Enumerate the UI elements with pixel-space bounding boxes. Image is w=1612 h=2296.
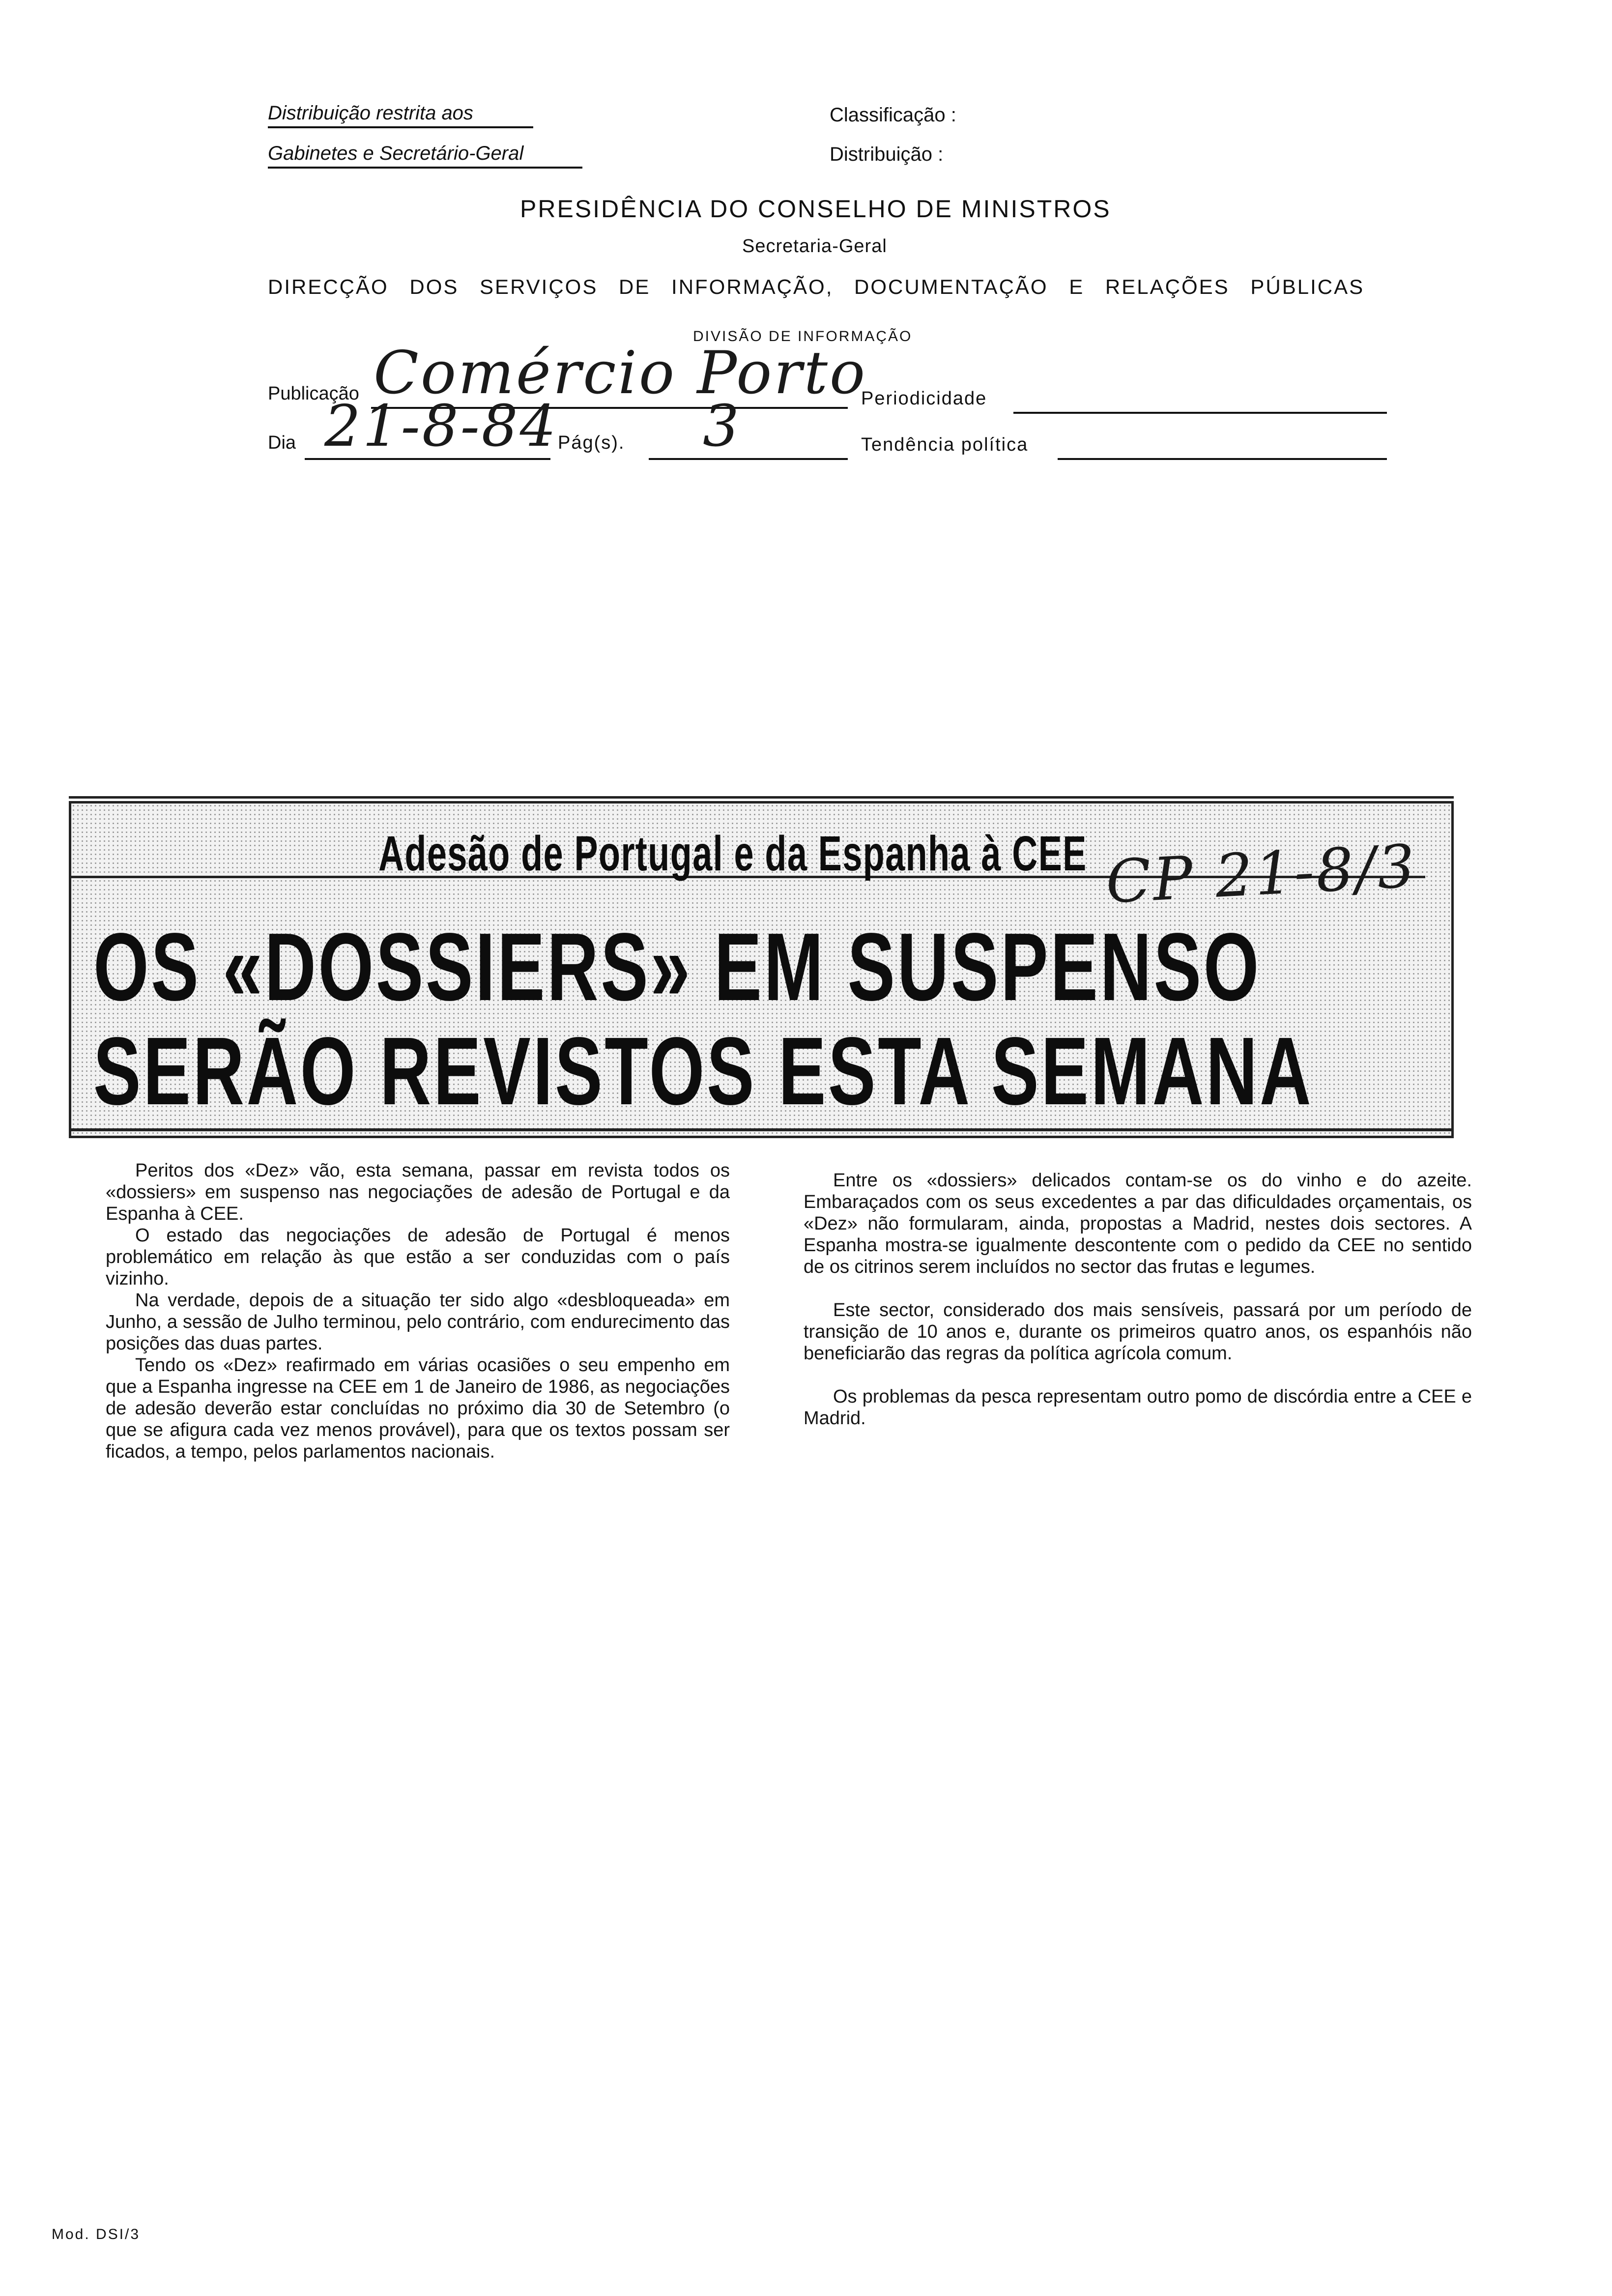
article-paragraph: Os problemas da pesca representam outro pomo de discórdia entre a CEE e Madrid. xyxy=(804,1386,1472,1429)
classification-label: Classificação : xyxy=(830,104,956,126)
publication-label: Publicação xyxy=(268,383,359,404)
publication-value: Comércio Porto xyxy=(374,339,867,407)
pages-value: 3 xyxy=(703,393,741,459)
tendency-label: Tendência política xyxy=(861,434,1029,455)
periodicity-underline xyxy=(1013,412,1387,414)
handwritten-margin-note: CP 21-8/3 xyxy=(1104,832,1419,917)
article-left-column xyxy=(106,1160,730,1463)
day-underline xyxy=(305,458,550,460)
restricted-distribution-line2: Gabinetes e Secretário-Geral xyxy=(268,143,582,169)
form-code: Mod. DSI/3 xyxy=(52,2226,141,2242)
clipping-top-rule xyxy=(69,796,1454,799)
division-title: DIVISÃO DE INFORMAÇÃO xyxy=(693,328,913,344)
tendency-underline xyxy=(1058,458,1387,460)
article-paragraph: Peritos dos «Dez» vão, esta semana, passar em revista todos os «dossiers» em suspenso nas negociações de adesão de Portugal e da Espanha à CEE. xyxy=(106,1160,730,1224)
restricted-distribution-line1: Distribuição restrita aos xyxy=(268,102,533,128)
article-headline-line2: SERÃO REVISTOS ESTA SEMANA xyxy=(93,1017,1314,1125)
directorate-title: DIRECÇÃO DOS SERVIÇOS DE INFORMAÇÃO, DOCUMENTAÇÃO E RELAÇÕES PÚBLICAS xyxy=(268,275,1365,298)
day-label: Dia xyxy=(268,432,296,453)
article-paragraph: O estado das negociações de adesão de Portugal é menos problemático em relação às que estão a ser conduzidas com o país vizinho. xyxy=(106,1225,730,1289)
pages-label: Pág(s). xyxy=(558,432,625,453)
article-paragraph: Na verdade, depois de a situação ter sido algo «desbloqueada» em Junho, a sessão de Julho terminou, pelo contrário, com endurecimento das posições das duas partes. xyxy=(106,1290,730,1354)
article-kicker: Adesão de Portugal e da Espanha à CEE xyxy=(378,826,1087,881)
article-right-column xyxy=(804,1170,1472,1429)
article-paragraph: Tendo os «Dez» reafirmado em várias ocasiões o seu empenho em que a Espanha ingresse na CEE em 1 de Janeiro de 1986, as negociações de adesão deverão estar concluídas no próximo dia 30 de Setembro (o que se afigura cada vez menos provável), para que os textos possam ser ficados, a tempo, pelos parlamentos nacionais. xyxy=(106,1355,730,1462)
distribution-label: Distribuição : xyxy=(830,144,944,165)
pages-underline xyxy=(649,458,848,460)
periodicity-label: Periodicidade xyxy=(861,388,987,409)
org-title: PRESIDÊNCIA DO CONSELHO DE MINISTROS xyxy=(520,195,1111,223)
clipping-bottom-rule xyxy=(69,1128,1454,1131)
article-paragraph: Este sector, considerado dos mais sensíveis, passará por um período de transição de 10 anos e, durante os primeiros quatro anos, os espanhóis não beneficiarão das regras da política agrícola comum. xyxy=(804,1300,1472,1364)
article-paragraph: Entre os «dossiers» delicados contam-se os do vinho e do azeite. Embaraçados com os seus excedentes a par das dificuldades orçamentais, os «Dez» não formularam, ainda, propostas a Madrid, nestes dois sectores. A Espanha mostra-se igualmente descontente com o pedido da CEE no sentido de os citrinos serem incluídos no sector das frutas e legumes. xyxy=(804,1170,1472,1277)
day-value: 21-8-84 xyxy=(324,393,558,459)
org-subtitle: Secretaria-Geral xyxy=(742,236,887,257)
article-headline-line1: OS «DOSSIERS» EM SUSPENSO xyxy=(93,913,1261,1021)
